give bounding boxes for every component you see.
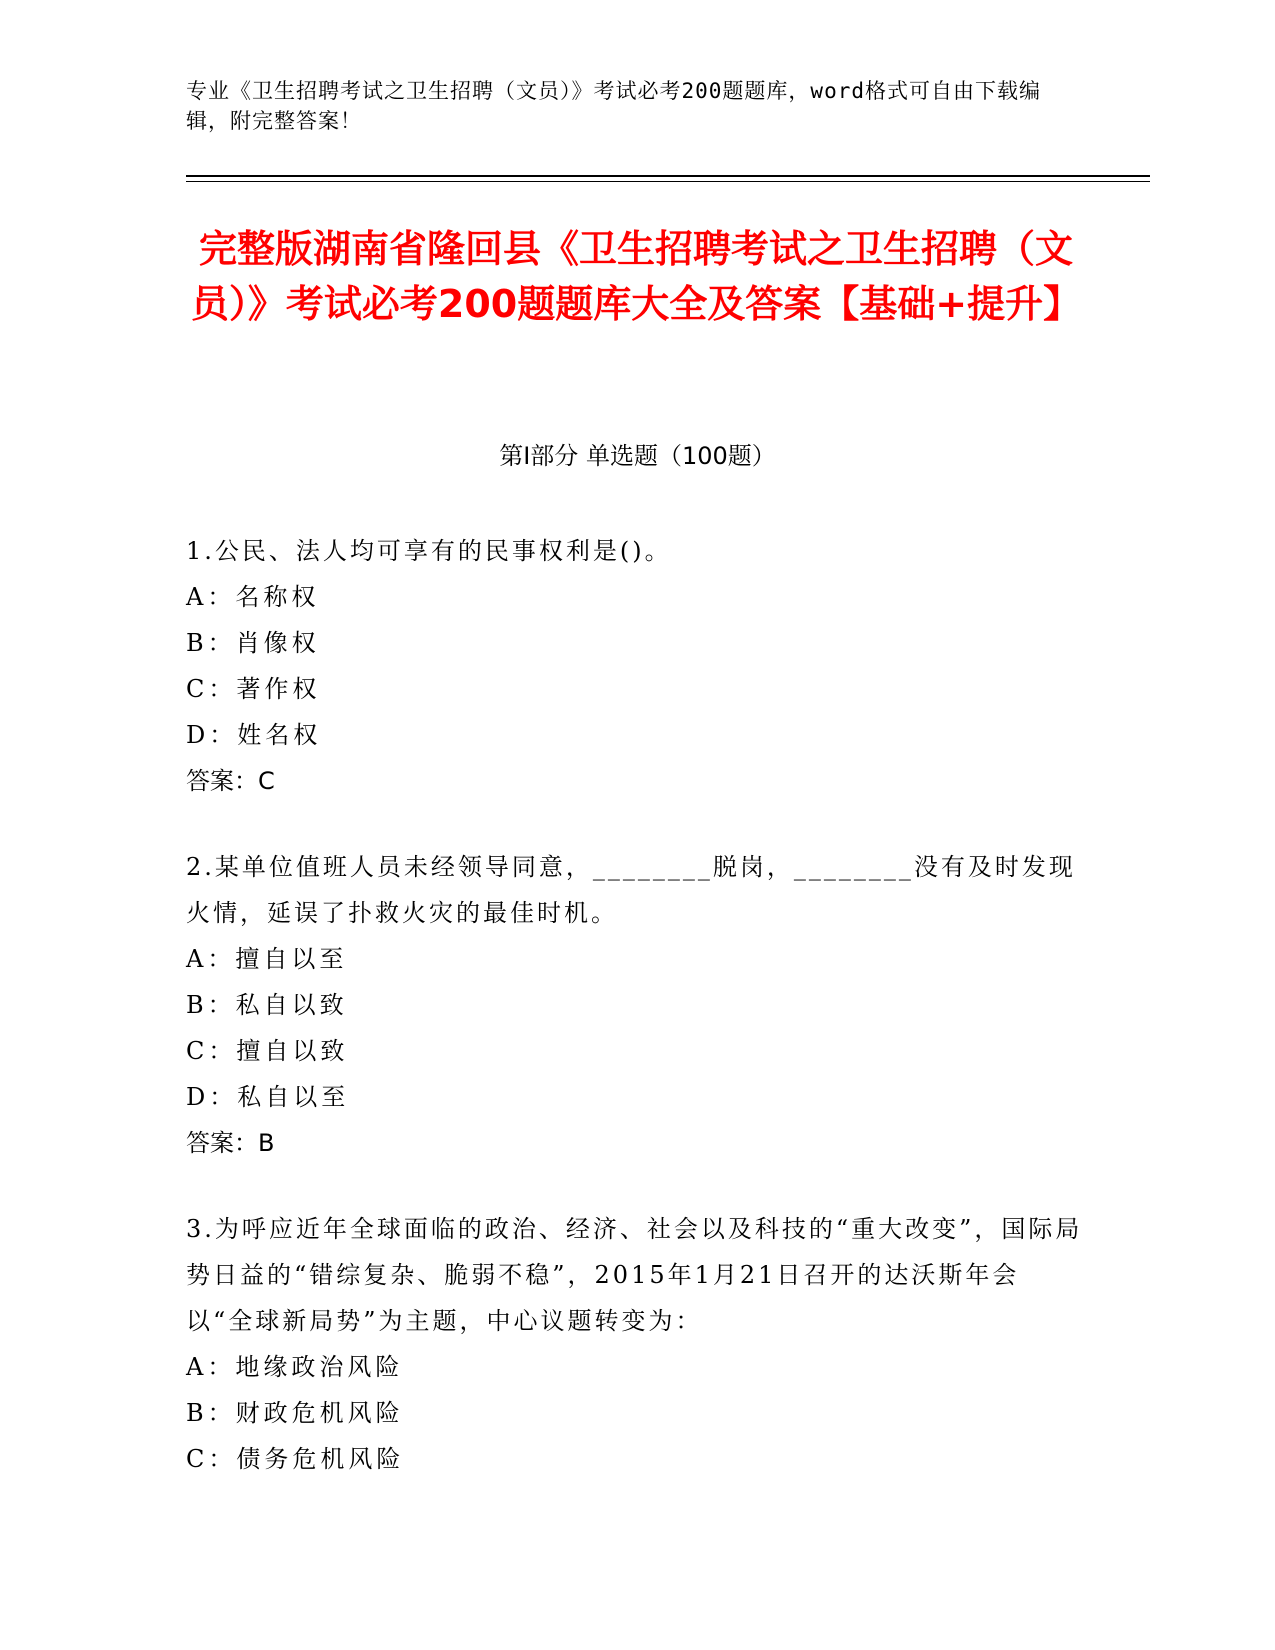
option-b: B：私自以致 (186, 991, 348, 1019)
header-note: 专业《卫生招聘考试之卫生招聘（文员）》考试必考200题题库，word格式可自由下载编辑，附完整答案！ (186, 79, 1041, 133)
header-rule-thick (186, 175, 1150, 177)
question-list (186, 528, 1086, 1522)
section-title: 第Ⅰ部分 单选题（100题） (499, 442, 776, 470)
question-stem: 2.某单位值班人员未经领导同意，________脱岗，________没有及时发现火情，延误了扑救火灾的最佳时机。 (186, 853, 1076, 927)
option-d: D：私自以至 (186, 1083, 350, 1111)
option-a: A：擅自以至 (186, 945, 348, 973)
answer: 答案：B (186, 1129, 275, 1157)
answer: 答案：C (186, 767, 275, 795)
question-stem: 3.为呼应近年全球面临的政治、经济、社会以及科技的“重大改变”，国际局势日益的“错综复杂、脆弱不稳”，2015年1月21日召开的达沃斯年会以“全球新局势”为主题，中心议题转变为： (186, 1215, 1083, 1335)
option-c: C：著作权 (186, 675, 321, 703)
option-b: B：肖像权 (186, 629, 320, 657)
header-rule-thin (186, 181, 1150, 182)
option-c: C：擅自以致 (186, 1037, 349, 1065)
option-a: A：地缘政治风险 (186, 1353, 404, 1381)
question-1 (186, 528, 1086, 804)
question-3 (186, 1206, 1086, 1482)
option-b: B：财政危机风险 (186, 1399, 404, 1427)
document-title: 完整版湖南省隆回县《卫生招聘考试之卫生招聘（文员）》考试必考200题题库大全及答案【基础+提升】 (190, 227, 1082, 326)
option-a: A：名称权 (186, 583, 320, 611)
option-d: D：姓名权 (186, 721, 322, 749)
question-2 (186, 844, 1086, 1166)
question-stem: 1.公民、法人均可享有的民事权利是()。 (186, 537, 672, 565)
option-c: C：债务危机风险 (186, 1445, 405, 1473)
